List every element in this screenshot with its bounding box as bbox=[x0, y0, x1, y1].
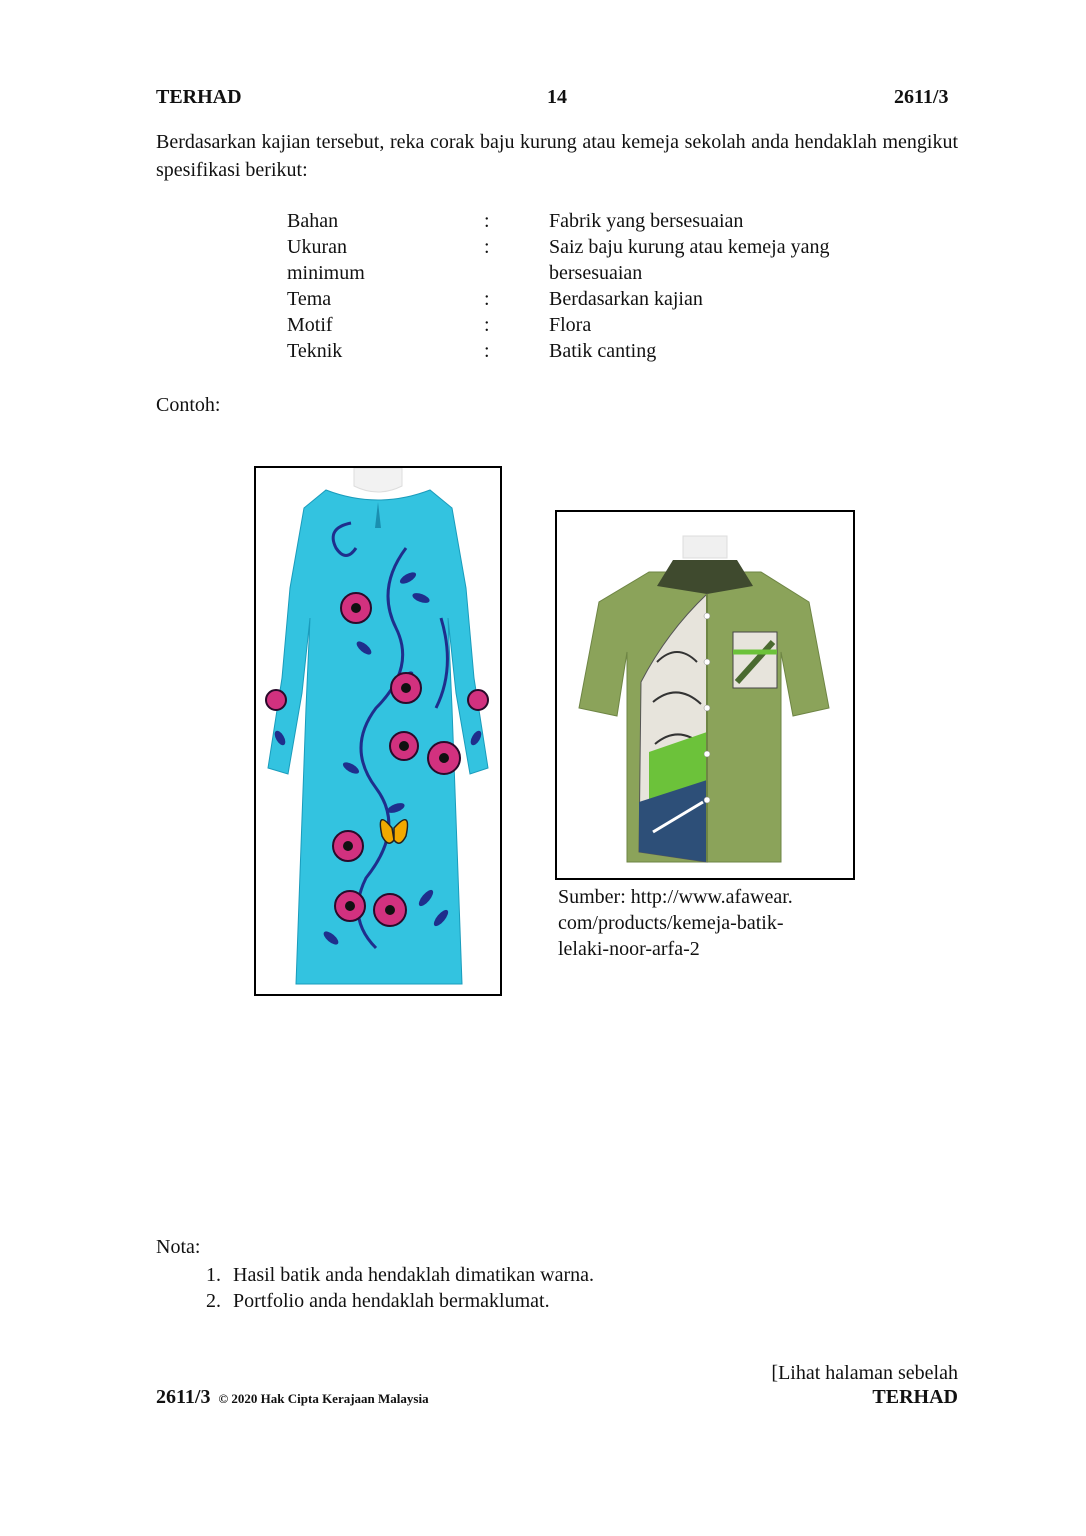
note-text: Hasil batik anda hendaklah dimatikan warna. bbox=[233, 1264, 594, 1286]
kemeja-illustration bbox=[557, 512, 853, 878]
spec-label: Ukuran minimum bbox=[287, 236, 365, 284]
spec-value: Berdasarkan kajian bbox=[549, 288, 703, 310]
spec-label: Teknik bbox=[287, 340, 343, 362]
spec-colon: : bbox=[484, 314, 490, 336]
spec-colon: : bbox=[484, 340, 490, 362]
intro-paragraph: Berdasarkan kajian tersebut, reka corak baju kurung atau kemeja sekolah anda hendaklah mengikut spesifikasi berikut: bbox=[156, 131, 958, 181]
spec-value: Saiz baju kurung atau kemeja yang bersesuaian bbox=[549, 236, 830, 284]
spec-colon: : bbox=[484, 210, 490, 232]
source-line: com/products/kemeja-batik- bbox=[558, 912, 784, 934]
kemeja-photo bbox=[555, 510, 855, 880]
note-text: Portfolio anda hendaklah bermaklumat. bbox=[233, 1290, 550, 1312]
spec-colon: : bbox=[484, 288, 490, 310]
note-number: 2. bbox=[206, 1290, 221, 1312]
spec-value: Fabrik yang bersesuaian bbox=[549, 210, 744, 232]
footer-classification: TERHAD bbox=[872, 1386, 958, 1408]
paper-code: 2611/3 bbox=[894, 86, 949, 108]
note-number: 1. bbox=[206, 1264, 221, 1286]
note-item bbox=[206, 1262, 594, 1288]
image-source-caption bbox=[558, 884, 858, 962]
header-classification: TERHAD bbox=[156, 86, 242, 108]
spec-colon: : bbox=[484, 236, 490, 258]
source-line: lelaki-noor-arfa-2 bbox=[558, 938, 700, 960]
notes-label: Nota: bbox=[156, 1236, 201, 1258]
baju-kurung-illustration bbox=[256, 468, 500, 994]
example-label: Contoh: bbox=[156, 394, 221, 416]
footer-code bbox=[156, 1386, 429, 1409]
note-item bbox=[206, 1288, 594, 1314]
baju-kurung-photo bbox=[254, 466, 502, 996]
notes-list bbox=[206, 1262, 594, 1314]
page-number: 14 bbox=[547, 86, 567, 108]
spec-label: Motif bbox=[287, 314, 333, 336]
spec-label: Bahan bbox=[287, 210, 339, 232]
source-line: Sumber: http://www.afawear. bbox=[558, 886, 793, 908]
spec-value: Batik canting bbox=[549, 340, 657, 362]
footer-copyright: © 2020 Hak Cipta Kerajaan Malaysia bbox=[218, 1391, 429, 1406]
next-page-note: [Lihat halaman sebelah bbox=[771, 1362, 958, 1384]
spec-label: Tema bbox=[287, 288, 332, 310]
spec-value: Flora bbox=[549, 314, 592, 336]
footer-paper-code: 2611/3 bbox=[156, 1386, 211, 1408]
